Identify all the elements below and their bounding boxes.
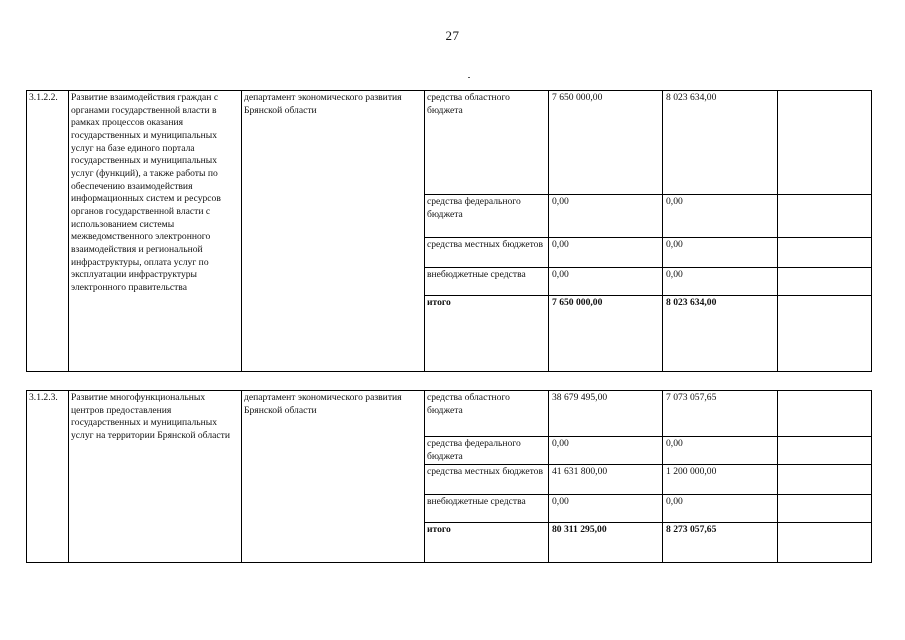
empty-cell: [778, 296, 872, 372]
amount-cell: 0,00: [549, 495, 663, 523]
section-executor: департамент экономического развития Брянской области: [242, 91, 425, 372]
empty-cell: [778, 465, 872, 495]
amount-cell: 0,00: [549, 238, 663, 268]
empty-cell: [778, 495, 872, 523]
section-divider: [27, 372, 872, 391]
funding-source: средства областного бюджета: [425, 91, 549, 195]
funding-source: средства местных бюджетов: [425, 238, 549, 268]
amount-cell: 0,00: [549, 195, 663, 238]
section-title: Развитие многофункциональных центров предоставления государственных и муниципальных услуг на территории Брянской области: [69, 391, 242, 563]
amount-cell: 7 073 057,65: [663, 391, 778, 437]
amount-cell: 0,00: [663, 195, 778, 238]
funding-source: средства местных бюджетов: [425, 465, 549, 495]
funding-source: внебюджетные средства: [425, 268, 549, 296]
amount-cell: 0,00: [663, 437, 778, 465]
financing-table: [26, 90, 872, 563]
amount-cell: 0,00: [663, 238, 778, 268]
funding-source: средства федерального бюджета: [425, 195, 549, 238]
section-code: 3.1.2.2.: [27, 91, 69, 372]
total-label: итого: [425, 523, 549, 563]
section-code: 3.1.2.3.: [27, 391, 69, 563]
amount-cell: 0,00: [549, 437, 663, 465]
empty-cell: [778, 268, 872, 296]
table-row: [27, 391, 872, 437]
section-executor: департамент экономического развития Брянской области: [242, 391, 425, 563]
total-amount: 80 311 295,00: [549, 523, 663, 563]
empty-cell: [778, 195, 872, 238]
funding-source: средства федерального бюджета: [425, 437, 549, 465]
empty-cell: [778, 437, 872, 465]
funding-source: средства областного бюджета: [425, 391, 549, 437]
empty-cell: [778, 91, 872, 195]
amount-cell: 41 631 800,00: [549, 465, 663, 495]
amount-cell: 0,00: [663, 495, 778, 523]
table-row: [27, 91, 872, 195]
amount-cell: 0,00: [663, 268, 778, 296]
amount-cell: 1 200 000,00: [663, 465, 778, 495]
amount-cell: 7 650 000,00: [549, 91, 663, 195]
empty-cell: [778, 238, 872, 268]
scan-speck: [468, 77, 470, 78]
total-amount: 8 273 057,65: [663, 523, 778, 563]
amount-cell: 0,00: [549, 268, 663, 296]
section-title: Развитие взаимодействия граждан с органами государственной власти в рамках процессов оказания государственных и муниципальных услуг на базе единого портала государственных и муниципальных услуг (функций), а также работы по обеспечению взаимодействия информационных систем и ресурсов органов государственной власти с использованием системы межведомственного электронного взаимодействия и региональной инфраструктуры, оплата услуг по эксплуатации инфраструктуры электронного правительства: [69, 91, 242, 372]
funding-source: внебюджетные средства: [425, 495, 549, 523]
total-amount: 7 650 000,00: [549, 296, 663, 372]
amount-cell: 38 679 495,00: [549, 391, 663, 437]
total-amount: 8 023 634,00: [663, 296, 778, 372]
total-label: итого: [425, 296, 549, 372]
empty-cell: [778, 391, 872, 437]
empty-cell: [778, 523, 872, 563]
amount-cell: 8 023 634,00: [663, 91, 778, 195]
page-number: 27: [445, 28, 460, 43]
